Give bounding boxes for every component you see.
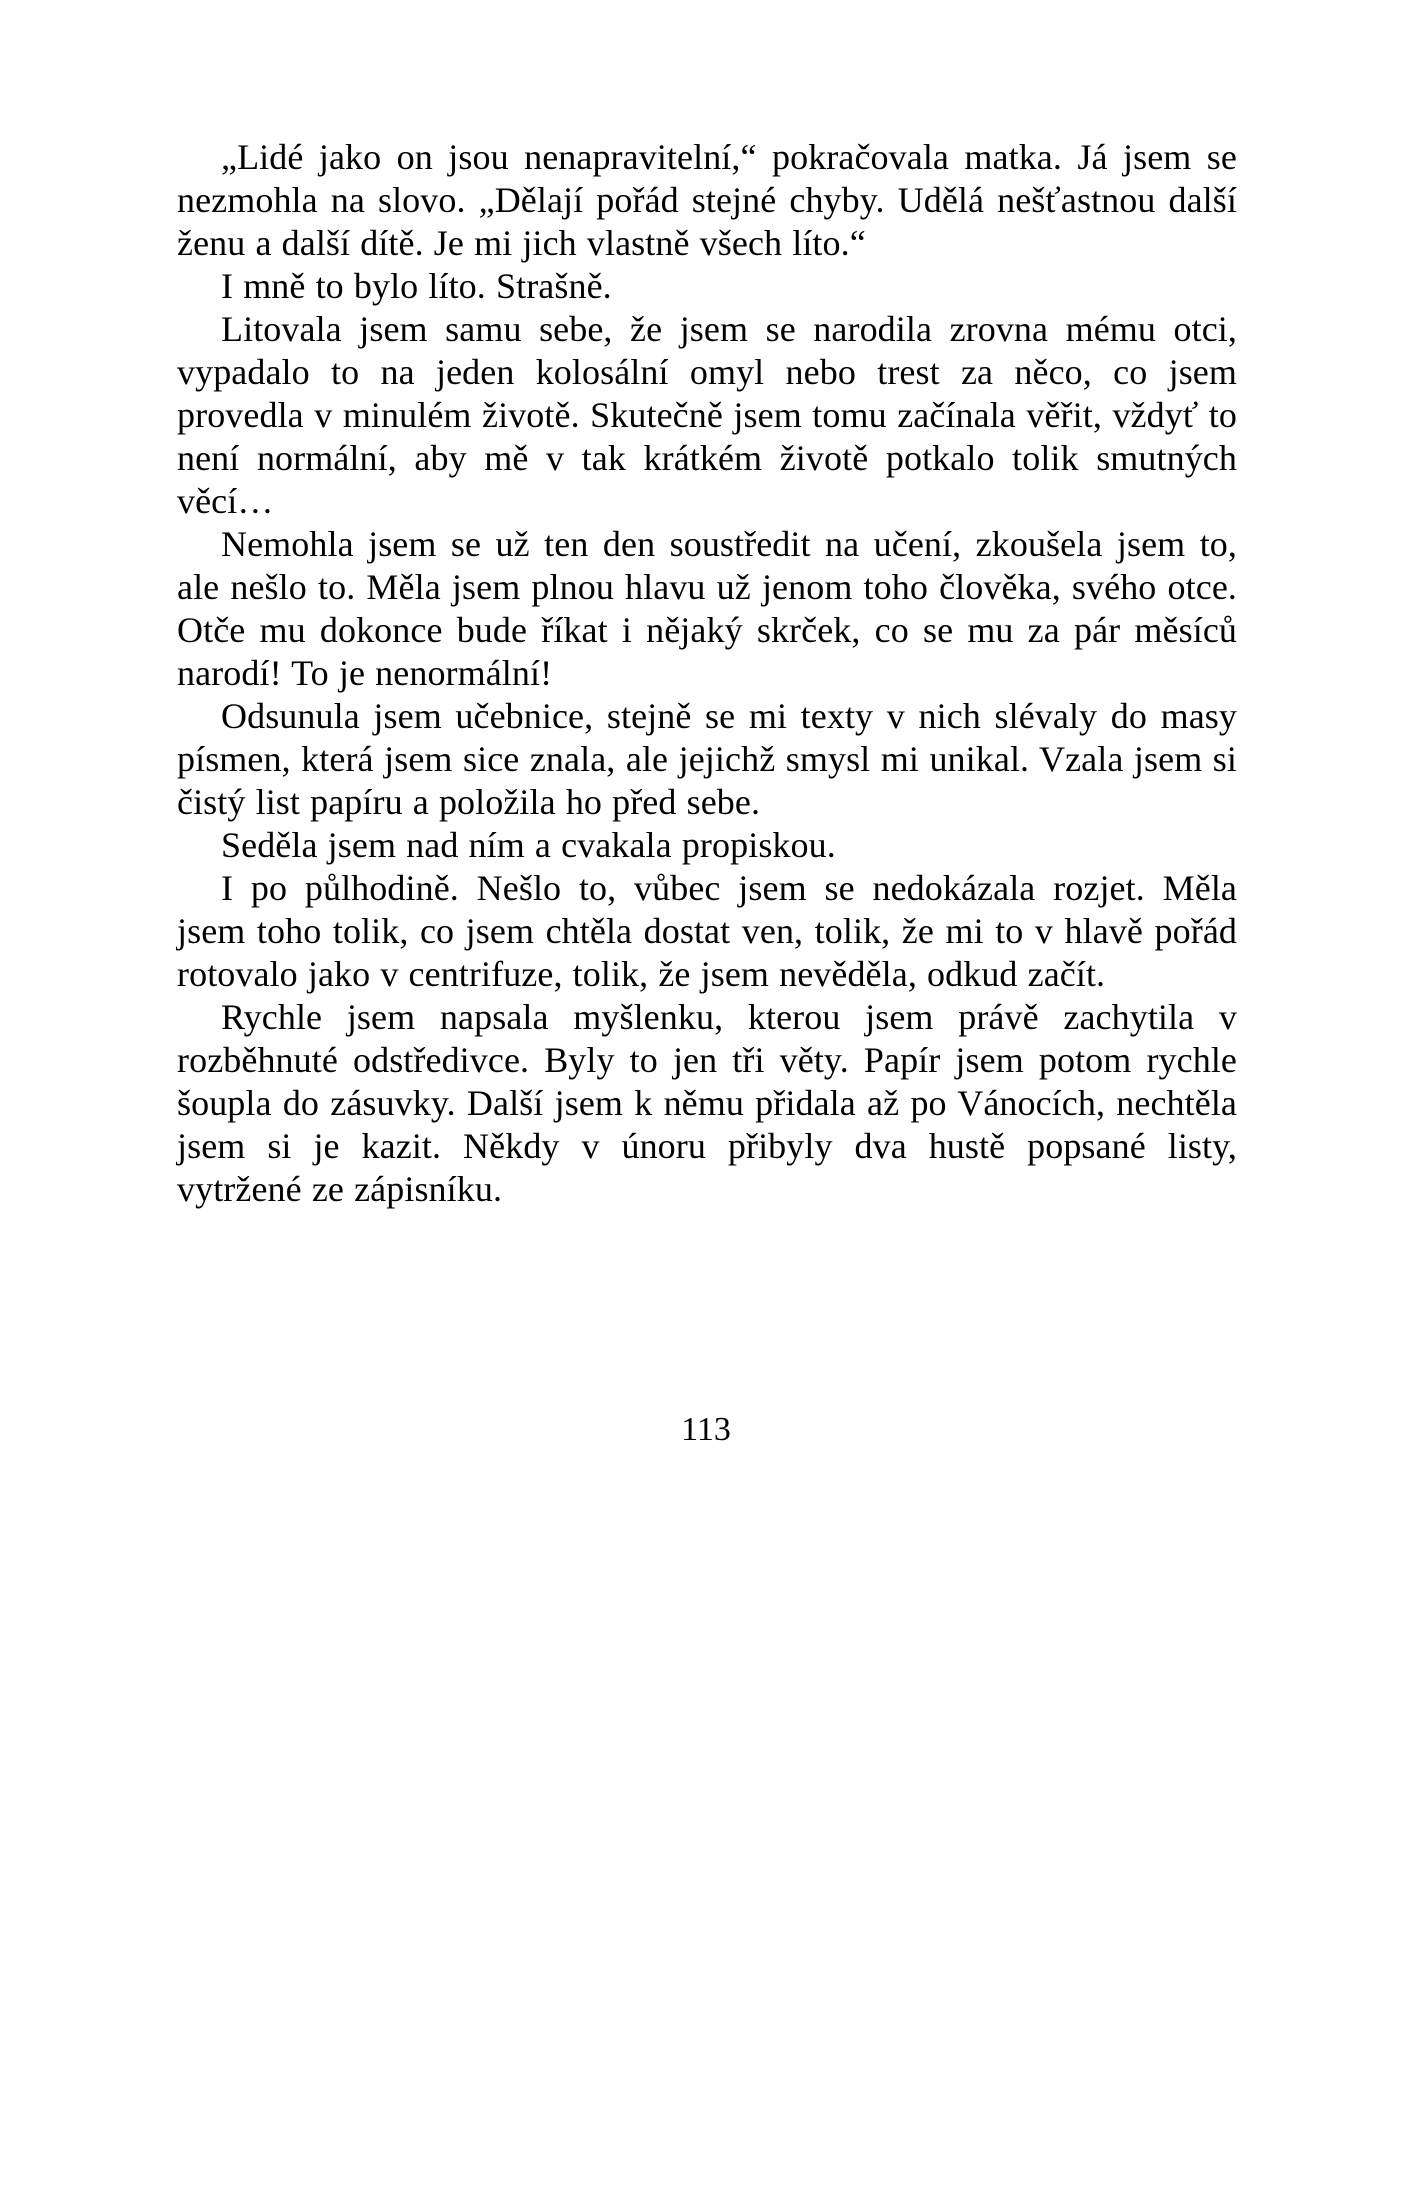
paragraph: Litovala jsem samu sebe, že jsem se narodila zrovna mému otci, vypadalo to na jeden kolosální omyl nebo trest za něco, co jsem provedla v minulém životě. Skutečně jsem tomu začínala věřit, vždyť to není normální, aby mě v tak krátkém životě potkalo tolik smutných věcí…	[177, 309, 1237, 521]
paragraph: I po půlhodině. Nešlo to, vůbec jsem se nedokázala rozjet. Měla jsem toho tolik, co jsem chtěla dostat ven, tolik, že mi to v hlavě pořád rotovalo jako v centrifuze, tolik, že jsem nevěděla, odkud začít.	[177, 868, 1237, 994]
paragraph: Rychle jsem napsala myšlenku, kterou jsem právě zachytila v rozběhnuté odstředivce. Byly to jen tři věty. Papír jsem potom rychle šoupla do zásuvky. Další jsem k němu přidala až po Vánocích, nechtěla jsem si je kazit. Někdy v únoru přibyly dva hustě popsané listy, vytržené ze zápisníku.	[177, 997, 1237, 1209]
paragraph: I mně to bylo líto. Strašně.	[221, 266, 612, 306]
page-number: 113	[681, 1411, 731, 1448]
paragraph: Odsunula jsem učebnice, stejně se mi texty v nich slévaly do masy písmen, která jsem sice znala, ale jejichž smysl mi unikal. Vzala jsem si čistý list papíru a položila ho před sebe.	[177, 696, 1237, 822]
paragraph: „Lidé jako on jsou nenapravitelní,“ pokračovala matka. Já jsem se nezmohla na slovo. „Dělají pořád stejné chyby. Udělá nešťastnou další ženu a další dítě. Je mi jich vlastně všech líto.“	[177, 137, 1237, 263]
text-block	[177, 136, 1237, 1211]
paragraph: Seděla jsem nad ním a cvakala propiskou.	[221, 825, 836, 865]
paragraph: Nemohla jsem se už ten den soustředit na učení, zkoušela jsem to, ale nešlo to. Měla jsem plnou hlavu už jenom toho člověka, svého otce. Otče mu dokonce bude říkat i nějaký skrček, co se mu za pár měsíců narodí! To je nenormální!	[177, 524, 1237, 693]
